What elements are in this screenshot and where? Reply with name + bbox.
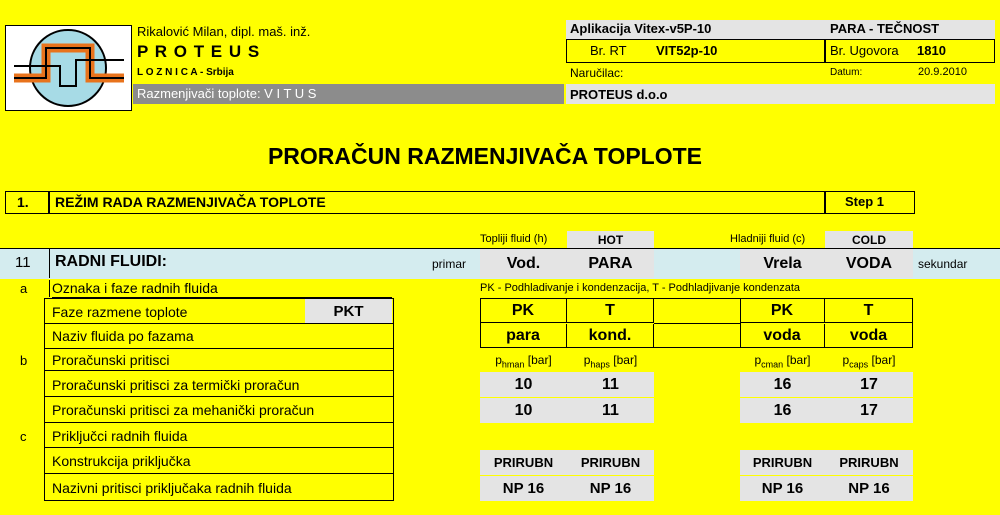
- br-ugovora-value: 1810: [917, 43, 946, 58]
- primar-label: primar: [432, 257, 467, 271]
- faze-h1: PK: [480, 299, 567, 323]
- cold-header: COLD: [825, 231, 913, 248]
- naziv-h2: kond.: [567, 324, 654, 348]
- faze-c1: PK: [740, 299, 825, 323]
- row11-number: 11: [15, 254, 31, 271]
- company-location: L O Z N I C A - Srbija: [137, 67, 234, 78]
- cold-fluid-1: Vrela: [740, 249, 825, 278]
- narucilac-label: Naručilac:: [570, 66, 624, 80]
- hot-fluid-label: Topliji fluid (h): [480, 233, 548, 245]
- unit-caps: $p_{caps}$ [bar]: [842, 353, 896, 370]
- proteus-logo-icon: [6, 26, 131, 110]
- page-title: PRORAČUN RAZMENJIVAČA TOPLOTE: [267, 143, 703, 169]
- br-rt-label: Br. RT: [590, 43, 627, 58]
- cold-fluid-2: VODA: [825, 249, 913, 278]
- unit-cman: $p_{cman}$ [bar]: [754, 353, 811, 370]
- row-b-letter: b: [20, 353, 28, 368]
- datum-label: Datum:: [830, 67, 863, 78]
- pm-line: [44, 422, 394, 423]
- faze-c2: T: [825, 299, 912, 323]
- row11-divider: [49, 248, 50, 278]
- app-mode: PARA - TEČNOST: [830, 21, 940, 36]
- section-number: 1.: [17, 194, 29, 210]
- naziv-mid: [654, 324, 741, 348]
- unit-hman: $p_{hman}$ [bar]: [495, 353, 552, 370]
- nazivni-h2: NP 16: [567, 476, 654, 501]
- logo-frame: [5, 25, 132, 111]
- konst-label: Konstrukcija priključka: [52, 453, 191, 469]
- row-a-line: [49, 280, 50, 297]
- pt-label: Proračunski pritisci za termički proračun: [52, 377, 300, 393]
- naziv-label: Naziv fluida po fazama: [52, 328, 194, 344]
- row-a-note: PK - Podhladivanje i kondenzacija, T - Podhladjivanje kondenzata: [480, 282, 801, 294]
- pt-h2: 11: [567, 372, 654, 397]
- row-a-letter: a: [20, 281, 28, 296]
- hot-fluid-2: PARA: [567, 249, 654, 278]
- pm-c2: 17: [825, 398, 913, 423]
- unit-haps: $p_{haps}$ [bar]: [583, 353, 638, 370]
- section-title: REŽIM RADA RAZMENJIVAČA TOPLOTE: [55, 194, 326, 210]
- sekundar-label: sekundar: [918, 257, 968, 271]
- br-ugovora-label: Br. Ugovora: [830, 43, 899, 58]
- row-a-title: Oznaka i faze radnih fluida: [52, 280, 392, 298]
- hot-header: HOT: [567, 231, 654, 248]
- naziv-c2: voda: [849, 327, 888, 344]
- nazivni-c2: NP 16: [825, 476, 913, 501]
- faze-mid: [654, 299, 741, 324]
- faze-code: PKT: [305, 299, 392, 323]
- app-label: Aplikacija Vitex-v5P-10: [570, 21, 712, 36]
- row-c-title: Priključci radnih fluida: [52, 428, 188, 444]
- subtitle: Razmenjivači toplote: V I T U S: [137, 86, 317, 101]
- pm-h1: 10: [480, 398, 567, 423]
- pm-c1: 16: [740, 398, 825, 423]
- row-c-line: [44, 447, 394, 448]
- konst-h1: PRIRUBN: [480, 450, 567, 475]
- row-c-letter: c: [20, 429, 27, 444]
- naziv-h1: para: [480, 324, 567, 348]
- row11-title: RADNI FLUIDI:: [55, 253, 167, 270]
- company-name: P R O T E U S: [137, 42, 261, 61]
- step-label: Step 1: [845, 194, 885, 209]
- konst-h2: PRIRUBN: [567, 450, 654, 475]
- faze-label: Faze razmene toplote: [52, 304, 188, 320]
- row-b-title: Proračunski pritisci: [52, 352, 170, 368]
- nazivni-h1: NP 16: [480, 476, 567, 501]
- row-b-line: [44, 370, 394, 371]
- pt-c1: 16: [740, 372, 825, 397]
- pt-line: [44, 396, 394, 397]
- cold-fluid-label: Hladniji fluid (c): [730, 233, 806, 245]
- br-rt-value: VIT52p-10: [656, 43, 718, 58]
- konst-line: [44, 473, 394, 474]
- naziv-line: [44, 348, 394, 349]
- pm-h2: 11: [567, 398, 654, 423]
- narucilac-value: PROTEUS d.o.o: [570, 87, 668, 102]
- author: Rikalović Milan, dipl. maš. inž.: [137, 24, 311, 39]
- naziv-c1: voda: [740, 324, 825, 348]
- pm-label: Proračunski pritisci za mehanički proračun: [52, 402, 315, 418]
- konst-c1: PRIRUBN: [740, 450, 825, 475]
- pt-c2: 17: [825, 372, 913, 397]
- pt-h1: 10: [480, 372, 567, 397]
- konst-c2: PRIRUBN: [825, 450, 913, 475]
- faze-h2: T: [567, 299, 654, 323]
- hot-fluid-1: Vod.: [480, 249, 567, 278]
- nazivni-c1: NP 16: [740, 476, 825, 501]
- datum-value: 20.9.2010: [918, 66, 967, 78]
- nazivni-label: Nazivni pritisci priključaka radnih fluida: [52, 480, 292, 496]
- faze-line: [44, 323, 394, 324]
